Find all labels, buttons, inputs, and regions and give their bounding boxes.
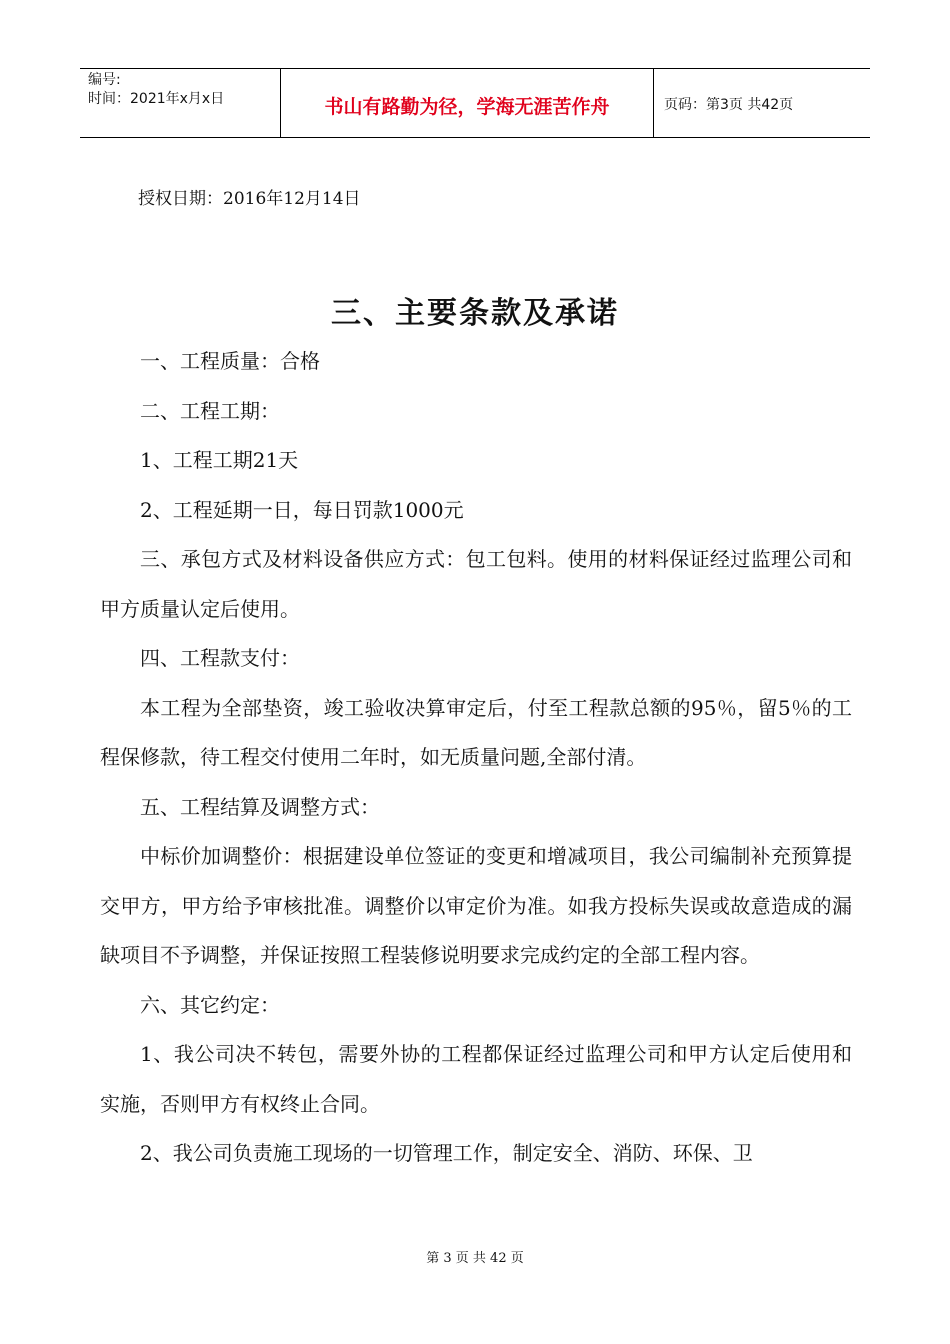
paragraph: 1、工程工期21天 (140, 448, 299, 472)
header-meta (80, 69, 281, 137)
paragraph: 2、我公司负责施工现场的一切管理工作，制定安全、消防、环保、卫 (140, 1141, 753, 1165)
paragraph: 中标价加调整价：根据建设单位签证的变更和增减项目，我公司编制补充预算提交甲方，甲方给予审核批准。调整价以审定价为准。如我方投标失误或故意造成的漏缺项目不予调整，并保证按照工程装修说明要求完成约定的全部工程内容。 (100, 844, 852, 967)
page-header (80, 68, 870, 138)
document-time-label: 时间：2021年x月x日 (88, 91, 225, 107)
authorization-date: 授权日期：2016年12月14日 (138, 189, 361, 209)
paragraph: 1、我公司决不转包，需要外协的工程都保证经过监理公司和甲方认定后使用和实施，否则甲方有权终止合同。 (100, 1042, 852, 1116)
paragraph: 本工程为全部垫资，竣工验收决算审定后，付至工程款总额的95％，留5％的工程保修款，待工程交付使用二年时，如无质量问题,全部付清。 (100, 695, 852, 769)
header-page-info: 页码：第3页 共42页 (664, 97, 794, 113)
document-number-label: 编号: (88, 72, 121, 88)
paragraph: 三、承包方式及材料设备供应方式：包工包料。使用的材料保证经过监理公司和甲方质量认定后使用。 (100, 547, 852, 621)
paragraph: 一、工程质量：合格 (140, 349, 320, 373)
section-title: 三、主要条款及承诺 (331, 296, 619, 331)
page-footer: 第 3 页 共 42 页 (426, 1251, 524, 1266)
header-motto: 书山有路勤为径，学海无涯苦作舟 (281, 69, 654, 137)
document-body (100, 337, 852, 1179)
paragraph: 六、其它约定： (140, 992, 280, 1017)
paragraph: 2、工程延期一日，每日罚款1000元 (140, 497, 464, 522)
paragraph: 四、工程款支付： (140, 646, 300, 670)
paragraph: 五、工程结算及调整方式： (140, 794, 380, 819)
paragraph: 二、工程工期： (140, 398, 280, 423)
